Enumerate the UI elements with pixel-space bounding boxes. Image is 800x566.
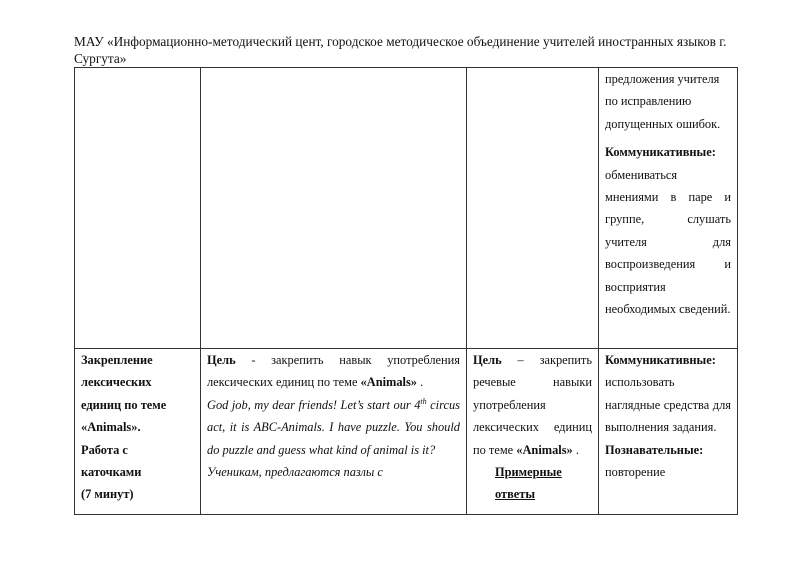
text-line: по исправлению — [605, 94, 692, 109]
cognitive-text: повторение — [605, 465, 666, 480]
table-row — [75, 349, 738, 515]
goal-topic: «Animals» — [516, 442, 573, 457]
stage-duration: (7 минут) — [81, 487, 134, 502]
teacher-instruction: Ученикам, предлагаются пазлы с — [207, 465, 383, 480]
student-goal — [473, 349, 592, 461]
uud-cell — [599, 349, 738, 515]
communicative-text: обмениваться мнениями в паре и группе, слушать учителя для воспроизведения и восприятия необходимых сведений. — [605, 167, 731, 317]
lesson-plan-table — [74, 67, 738, 515]
goal-label: Цель — [207, 353, 236, 367]
teacher-activity-cell — [201, 68, 467, 349]
stage-line: «Animals». — [81, 420, 141, 435]
ordinal-superscript: th — [420, 396, 427, 406]
speech-part: God job, my dear friends! Let’s start our 4 — [207, 397, 421, 412]
table-row — [75, 68, 738, 349]
student-activity-cell — [467, 68, 599, 349]
document-header: МАУ «Информационно-методический цент, городское методическое объединение учителей иностранных языков г. Сургута» — [74, 34, 727, 66]
communicative-heading: Коммуникативные: — [605, 145, 716, 160]
stage-line: каточками — [81, 465, 142, 480]
cognitive-heading: Познавательные: — [605, 442, 704, 457]
stage-line: единиц по теме — [81, 397, 167, 412]
goal-text: - закрепить навык употребления лексических единиц по теме — [207, 353, 460, 390]
stage-line: Закрепление — [81, 353, 153, 367]
stage-line: лексических — [81, 375, 152, 390]
teacher-activity-cell — [201, 349, 467, 515]
uud-cell — [599, 68, 738, 349]
goal-label: Цель — [473, 353, 502, 367]
goal-end: . — [417, 375, 424, 390]
communicative-heading: Коммуникативные: — [605, 353, 716, 367]
sample-answers-heading: ответы — [495, 487, 536, 502]
stage-line: Работа с — [81, 442, 128, 457]
sample-answers-heading: Примерные — [495, 465, 562, 480]
text-line: предложения учителя — [605, 72, 720, 86]
goal-text: – закрепить речевые навыки употребления лексических единиц по теме — [473, 353, 592, 457]
text-line: допущенных ошибок. — [605, 116, 721, 131]
stage-cell — [75, 68, 201, 349]
speech-part: circus act, it is ABC-Animals. I have puzzle. You should do puzzle and guess what kind of animal is it? — [207, 397, 460, 457]
student-activity-cell — [467, 349, 599, 515]
goal-end: . — [572, 442, 579, 457]
teacher-goal — [207, 349, 460, 394]
goal-topic: «Animals» — [360, 375, 418, 390]
communicative-text: использовать наглядные средства для выполнения задания. — [605, 375, 731, 435]
stage-cell — [75, 349, 201, 515]
teacher-speech — [207, 394, 460, 461]
